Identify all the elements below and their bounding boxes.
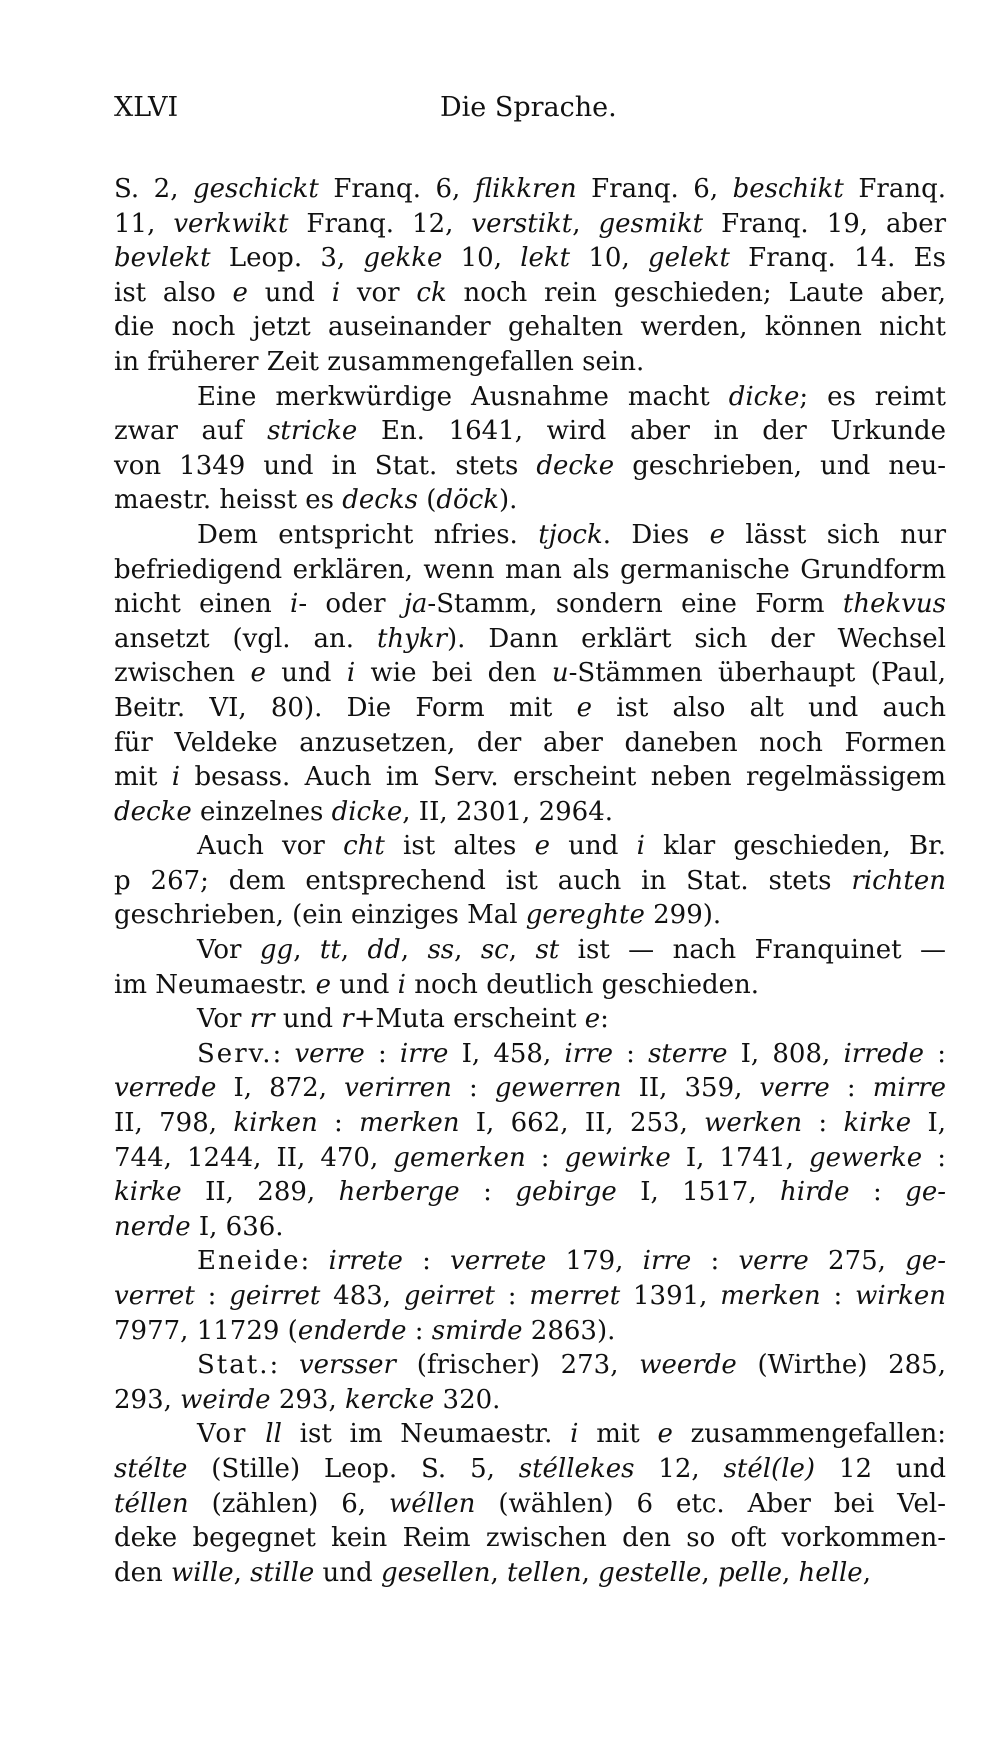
text-line: Eneide: irrete : verrete 179, irre : verre 275, ge- — [197, 1246, 947, 1277]
text-line: zwischen e und i wie bei den u-Stämmen überhaupt (Paul, — [114, 658, 946, 689]
text-line: decke einzelnes dicke, II, 2301, 2964. — [114, 796, 613, 827]
text-line: Vor rr und r+Muta erscheint e: — [197, 1004, 609, 1035]
text-line: geschrieben, (ein einziges Mal gereghte 299). — [114, 900, 722, 931]
text-line: stélte (Stille) Leop. S. 5, stéllekes 12, stél(le) 12 und — [114, 1453, 946, 1484]
text-line: Stat.: versser (frischer) 273, weerde (Wirthe) 285, — [197, 1350, 946, 1381]
text-line: Dem entspricht nfries. tjock. Dies e lässt sich nur — [197, 519, 946, 550]
body-text — [114, 172, 946, 1590]
text-line: Serv.: verre : irre I, 458, irre : sterre I, 808, irrede : — [197, 1038, 946, 1069]
text-line: Auch vor cht ist altes e und i klar geschieden, Br. — [197, 831, 946, 862]
text-line: nicht einen i- oder ja-Stamm, sondern eine Form thekvus — [114, 589, 946, 620]
text-line: S. 2, geschickt Franq. 6, flikkren Franq. 6, beschikt Franq. — [114, 174, 946, 204]
text-line: im Neumaestr. e und i noch deutlich geschieden. — [114, 969, 760, 1000]
text-line: 293, weirde 293, kercke 320. — [114, 1384, 501, 1415]
text-line: befriedigend erklären, wenn man als germanische Grundform — [114, 554, 946, 585]
text-line: verret : geirret 483, geirret : merret 1391, merken : wirken — [114, 1281, 946, 1311]
text-line: ist also e und i vor ck noch rein geschieden; Laute aber, — [114, 277, 946, 308]
text-line: den wille, stille und gesellen, tellen, gestelle, pelle, helle, — [114, 1557, 871, 1588]
text-line: Eine merkwürdige Ausnahme macht dicke; es reimt — [197, 381, 946, 412]
text-line: 744, 1244, II, 470, gemerken : gewirke I, 1741, gewerke : — [114, 1142, 947, 1173]
text-line: mit i besass. Auch im Serv. erscheint neben regelmässigem — [114, 762, 946, 793]
text-line: deke begegnet kein Reim zwischen den so oft vorkommen- — [114, 1523, 946, 1554]
page-number: XLVI — [114, 92, 179, 123]
text-line: maestr. heisst es decks (döck). — [114, 485, 518, 516]
running-title: Die Sprache. — [440, 92, 617, 123]
page-header — [114, 92, 914, 132]
text-line: p 267; dem entsprechend ist auch in Stat. stets richten — [114, 865, 946, 896]
text-line: von 1349 und in Stat. stets decke geschrieben, und neu- — [114, 450, 946, 481]
text-line: kirke II, 289, herberge : gebirge I, 1517, hirde : ge- — [114, 1177, 946, 1208]
text-line: Beitr. VI, 80). Die Form mit e ist also alt und auch — [114, 692, 946, 723]
text-line: 11, verkwikt Franq. 12, verstikt, gesmikt Franq. 19, aber — [114, 208, 947, 239]
text-line: ansetzt (vgl. an. thykr). Dann erklärt sich der Wechsel — [114, 623, 946, 654]
text-line: für Veldeke anzusetzen, der aber daneben noch Formen — [114, 727, 946, 758]
text-line: in früherer Zeit zusammengefallen sein. — [114, 346, 645, 377]
text-line: zwar auf stricke En. 1641, wird aber in der Urkunde — [114, 416, 947, 447]
text-line: bevlekt Leop. 3, gekke 10, lekt 10, gelekt Franq. 14. Es — [114, 243, 946, 274]
text-line: die noch jetzt auseinander gehalten werden, können nicht — [114, 312, 946, 343]
text-line: 7977, 11729 (enderde : smirde 2863). — [114, 1315, 616, 1346]
text-line: II, 798, kirken : merken I, 662, II, 253, werken : kirke I, — [114, 1108, 947, 1139]
text-line: téllen (zählen) 6, wéllen (wählen) 6 etc. Aber bei Vel- — [114, 1488, 947, 1519]
text-line: verrede I, 872, verirren : gewerren II, 359, verre : mirre — [114, 1073, 946, 1104]
text-line: Vor gg, tt, dd, ss, sc, st ist — nach Franquinet — — [197, 935, 946, 966]
text-line: Vor ll ist im Neumaestr. i mit e zusammengefallen: — [197, 1419, 947, 1450]
text-line: nerde I, 636. — [114, 1211, 284, 1242]
